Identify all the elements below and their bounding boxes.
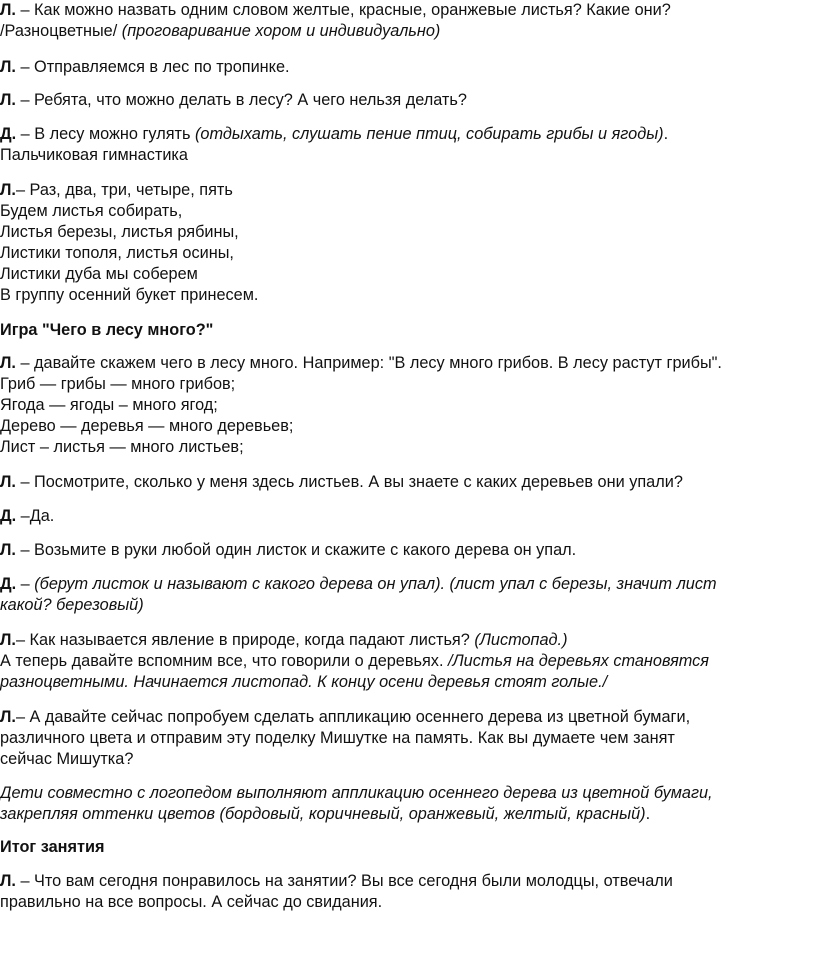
text: В группу осенний букет принесем.	[0, 286, 259, 304]
text: Лист – листья — много листьев;	[0, 438, 244, 456]
text: Листья березы, листья рябины,	[0, 223, 239, 241]
text: Листики дуба мы соберем	[0, 265, 198, 283]
text: – Возьмите в руки любой один листок и скажите с какого дерева он упал.	[15, 541, 577, 559]
text: Дерево — деревья — много деревьев;	[0, 417, 294, 435]
bold-text: Л.	[0, 1, 16, 19]
paragraph	[0, 0, 816, 42]
italic-text: (Листопад.)	[474, 631, 568, 649]
italic-text: (берут листок и называют с какого дерева он упал). (лист упал с березы, значит лист	[34, 575, 717, 593]
bold-text: Игра "Чего в лесу много?"	[0, 321, 214, 339]
text: – Отправляемся в лес по тропинке.	[15, 58, 290, 76]
paragraph	[0, 783, 816, 825]
text: Пальчиковая гимнастика	[0, 146, 188, 164]
bold-text: Л.	[0, 58, 16, 76]
bold-text: Д.	[0, 575, 17, 593]
bold-text: Л.	[0, 91, 16, 109]
paragraph	[0, 124, 816, 166]
bold-text: Л.	[0, 541, 16, 559]
text: различного цвета и отправим эту поделку Мишутке на память. Как вы думаете чем занят	[0, 729, 675, 747]
text: – Раз, два, три, четыре, пять	[15, 181, 233, 199]
paragraph	[0, 472, 816, 493]
italic-text: какой? березовый)	[0, 596, 144, 614]
text: – В лесу можно гулять	[16, 125, 195, 143]
italic-text: разноцветными. Начинается листопад. К концу осени деревья стоят голые./	[0, 673, 608, 691]
text: .	[663, 125, 669, 143]
paragraph	[0, 574, 816, 616]
bold-text: Д.	[0, 125, 17, 143]
paragraph	[0, 630, 816, 693]
bold-text: Л.	[0, 708, 16, 726]
text: Ягода — ягоды – много ягод;	[0, 396, 218, 414]
text: –Да.	[16, 507, 55, 525]
bold-text: Л.	[0, 354, 16, 372]
text: /Разноцветные/	[0, 22, 122, 40]
paragraph	[0, 57, 816, 78]
text: – Ребята, что можно делать в лесу? А чего нельзя делать?	[15, 91, 467, 109]
paragraph	[0, 320, 816, 341]
text: – Что вам сегодня понравилось на занятии? Вы все сегодня были молодцы, отвечали	[15, 872, 673, 890]
bold-text: Л.	[0, 473, 16, 491]
text: – Посмотрите, сколько у меня здесь листьев. А вы знаете с каких деревьев они упали?	[15, 473, 683, 491]
bold-text: Л.	[0, 181, 16, 199]
bold-text: Л.	[0, 872, 16, 890]
text: –	[16, 575, 35, 593]
text: правильно на все вопросы. А сейчас до свидания.	[0, 893, 383, 911]
paragraph	[0, 353, 816, 458]
text: Будем листья собирать,	[0, 202, 183, 220]
paragraph	[0, 540, 816, 561]
text: А теперь давайте вспомним все, что говорили о деревьях.	[0, 652, 448, 670]
italic-text: (проговаривание хором и индивидуально)	[121, 22, 441, 40]
text: Листики тополя, листья осины,	[0, 244, 234, 262]
text: – Как можно назвать одним словом желтые, красные, оранжевые листья? Какие они?	[15, 1, 671, 19]
bold-text: Итог занятия	[0, 838, 105, 856]
text: .	[645, 805, 651, 823]
paragraph	[0, 90, 816, 111]
bold-text: Д.	[0, 507, 17, 525]
paragraph	[0, 837, 816, 858]
italic-text: Дети совместно с логопедом выполняют аппликацию осеннего дерева из цветной бумаги,	[0, 784, 713, 802]
bold-text: Л.	[0, 631, 16, 649]
italic-text: (отдыхать, слушать пение птиц, собирать грибы и ягоды)	[195, 125, 664, 143]
paragraph	[0, 180, 816, 306]
text: – давайте скажем чего в лесу много. Например: "В лесу много грибов. В лесу растут грибы".	[15, 354, 722, 372]
paragraph	[0, 506, 816, 527]
text: сейчас Мишутка?	[0, 750, 134, 768]
paragraph	[0, 707, 816, 770]
text: – Как называется явление в природе, когда падают листья?	[15, 631, 475, 649]
text: Гриб — грибы — много грибов;	[0, 375, 236, 393]
paragraph	[0, 871, 816, 913]
italic-text: /Листья на деревьях становятся	[448, 652, 709, 670]
italic-text: закрепляя оттенки цветов (бордовый, коричневый, оранжевый, желтый, красный)	[0, 805, 646, 823]
text: – А давайте сейчас попробуем сделать аппликацию осеннего дерева из цветной бумаги,	[15, 708, 691, 726]
